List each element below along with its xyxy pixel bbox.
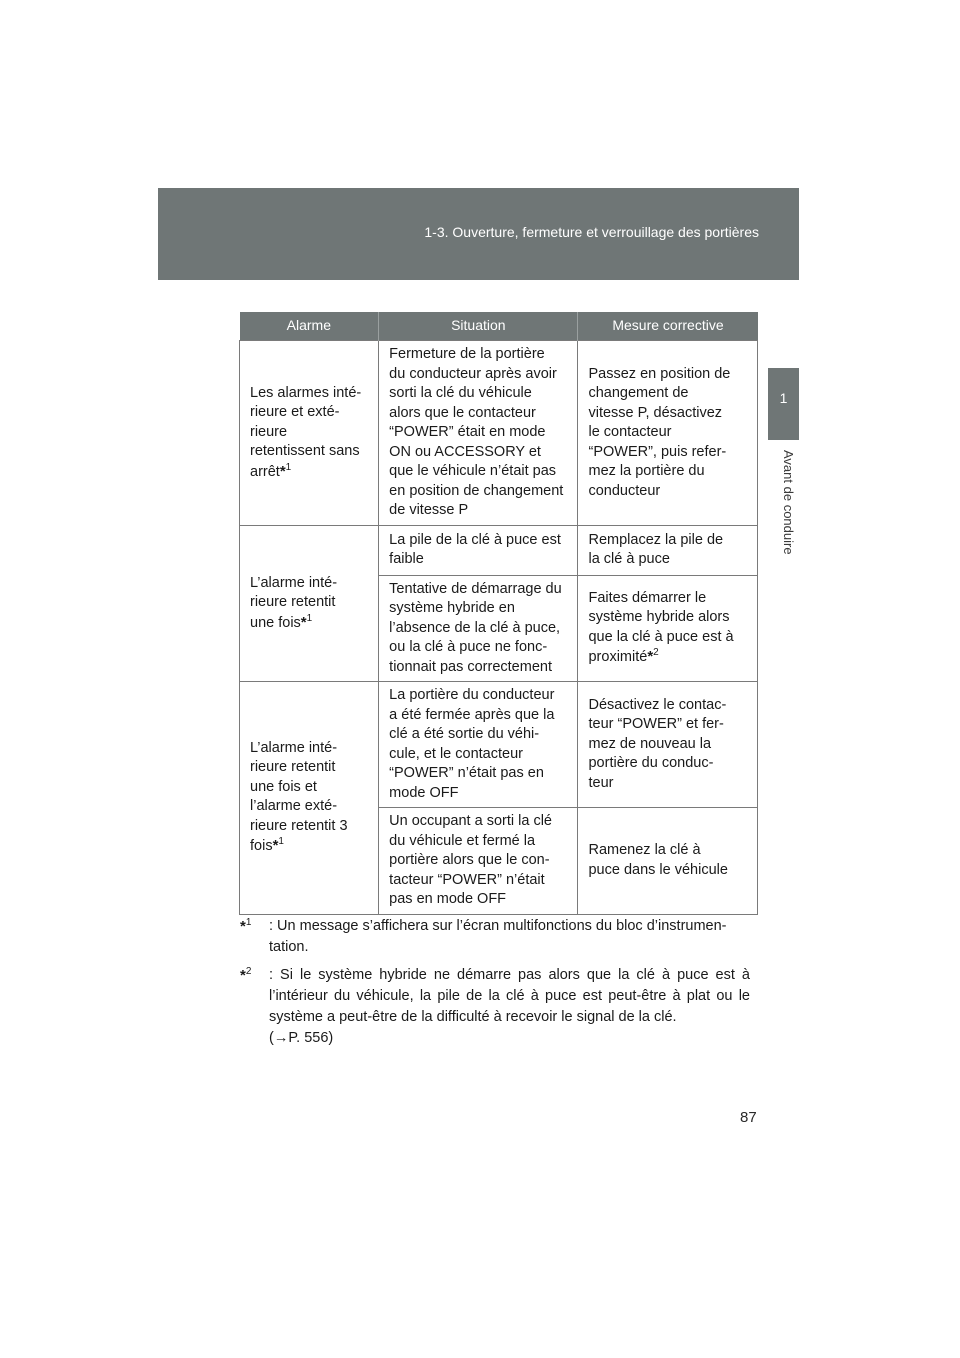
section-title: 1-3. Ouverture, fermeture et verrouillage des portières bbox=[424, 224, 759, 240]
header-situation: Situation bbox=[379, 312, 578, 341]
action-cell: Désactivez le contac- teur “POWER” et fer- mez de nouveau la portière du conduc- teur bbox=[578, 682, 758, 808]
table-row bbox=[240, 341, 758, 526]
alarm-cell bbox=[240, 682, 379, 915]
footnote-ref: 1 bbox=[285, 461, 292, 473]
footnote-star: * bbox=[279, 462, 286, 480]
footnote-text bbox=[269, 965, 750, 1049]
chapter-label: Avant de conduire bbox=[781, 450, 796, 555]
situation-cell: Fermeture de la portière du conducteur après avoir sorti la clé du véhicule alors que le contacteur “POWER” était en mode ON ou ACCESSORY et que le véhicule n’était pas en position de changement de vitesse P bbox=[379, 341, 578, 526]
action-cell: Remplacez la pile de la clé à puce bbox=[578, 525, 758, 575]
footnote-star: * bbox=[272, 837, 279, 855]
header-alarm: Alarme bbox=[240, 312, 379, 341]
alarm-table bbox=[239, 312, 758, 915]
action-text: Faites démarrer le système hybride alors que la clé à puce est à proximité bbox=[588, 589, 734, 666]
situation-cell: Un occupant a sorti la clé du véhicule et fermé la portière alors que le con- tacteur “POWER” n’était pas en mode OFF bbox=[379, 808, 578, 915]
section-header bbox=[158, 188, 799, 280]
footnote-2 bbox=[240, 965, 750, 1049]
action-cell bbox=[578, 575, 758, 682]
alarm-text: Les alarmes inté- rieure et exté- rieure retentissent sans arrêt bbox=[250, 384, 362, 480]
table-row bbox=[240, 525, 758, 575]
action-cell: Ramenez la clé à puce dans le véhicule bbox=[578, 808, 758, 915]
footnote-ref: 1 bbox=[306, 612, 313, 624]
footnote-ref: 2 bbox=[653, 647, 659, 659]
situation-cell: La pile de la clé à puce est faible bbox=[379, 525, 578, 575]
table-header-row bbox=[240, 312, 758, 341]
footnote-ref: 1 bbox=[278, 836, 284, 848]
footnote-text: : Un message s’affichera sur l’écran multifonctions du bloc d’instrumen- tation. bbox=[269, 918, 727, 955]
table-row bbox=[240, 682, 758, 808]
alarm-cell bbox=[240, 525, 379, 682]
page-number: 87 bbox=[740, 1109, 757, 1126]
footnote-mark: *$^2$ bbox=[240, 966, 252, 984]
header-action: Mesure corrective bbox=[578, 312, 758, 341]
footnote-1 bbox=[240, 916, 750, 958]
situation-cell: La portière du conducteur a été fermée après que la clé a été sortie du véhi- cule, et le contacteur “POWER” n’était pas en mode OFF bbox=[379, 682, 578, 808]
footnote-mark: *$^1$ bbox=[240, 917, 252, 935]
footnote-star: * bbox=[647, 648, 654, 666]
chapter-tab bbox=[768, 368, 799, 440]
footnote-star: * bbox=[300, 613, 307, 631]
alarm-text: L’alarme inté- rieure retentit une fois bbox=[250, 574, 338, 631]
chapter-number: 1 bbox=[779, 390, 788, 406]
alarm-text: L’alarme inté- rieure retentit une fois et l’alarme exté- rieure retentit 3 fois bbox=[250, 739, 348, 855]
footnote-body: : Si le système hybride ne démarre pas alors que la clé à puce est à l’intérieur du véhicule, la pile de la clé à puce est peut-être à plat ou le système a peut-être de la difficulté à recevoir le signal de la clé. bbox=[269, 967, 750, 1025]
action-cell: Passez en position de changement de vitesse P, désactivez le contacteur “POWER”, puis refer- mez la portière du conducteur bbox=[578, 341, 758, 526]
situation-cell: Tentative de démarrage du système hybride en l’absence de la clé à puce, ou la clé à puce ne fonc- tionnait pas correctement bbox=[379, 575, 578, 682]
alarm-cell bbox=[240, 341, 379, 526]
page-reference-link[interactable]: (→P. 556) bbox=[269, 1030, 334, 1046]
